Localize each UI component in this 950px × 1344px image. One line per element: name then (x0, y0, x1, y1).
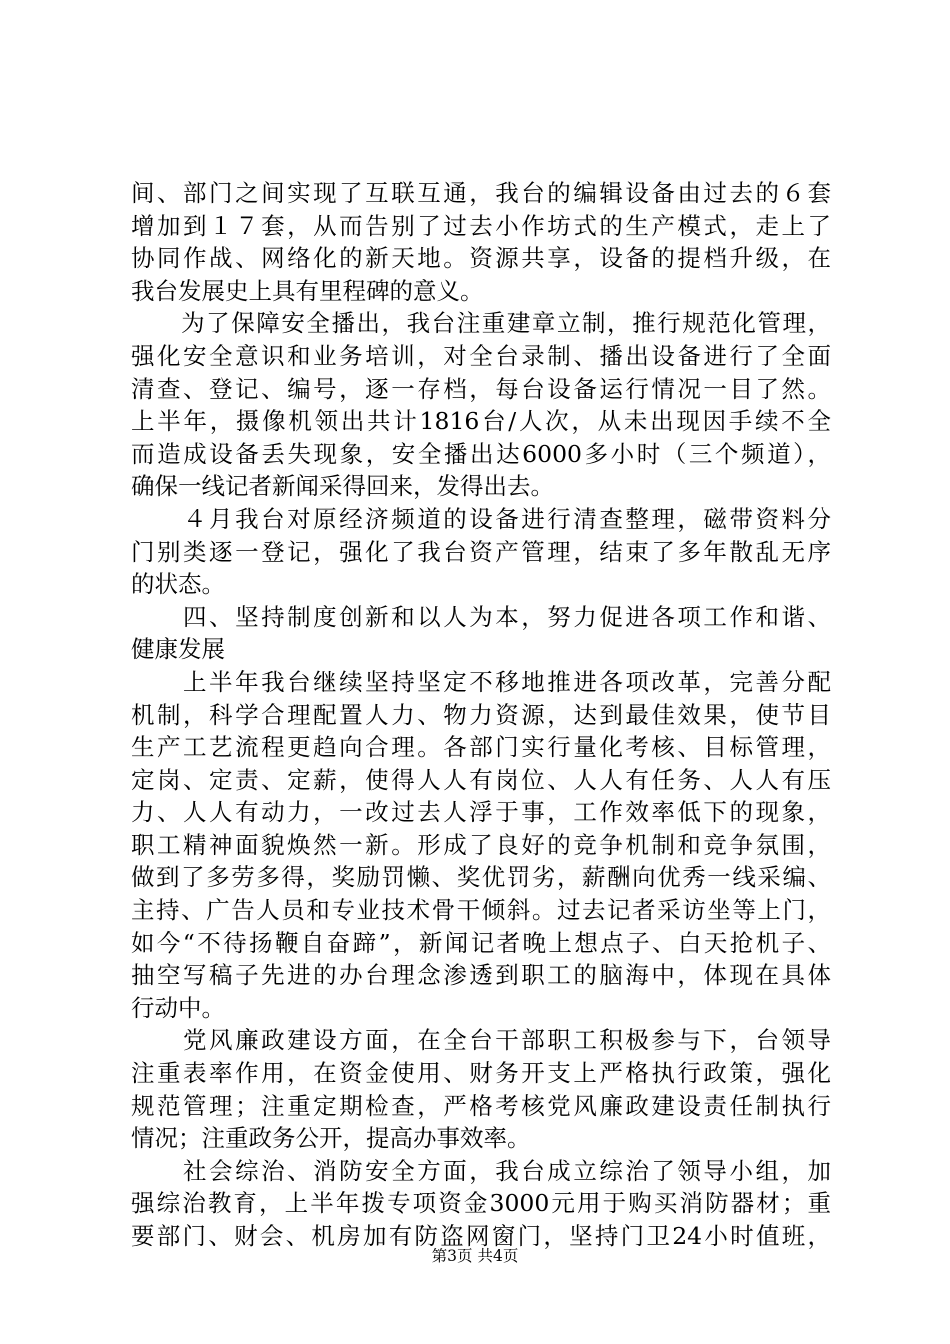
text-line: 机制，科学合理配置人力、物力资源，达到最佳效果，使节目 (131, 700, 831, 729)
text-line: 力、人人有动力，一改过去人浮于事，工作效率低下的现象， (131, 798, 831, 827)
text-line: ４月我台对原经济频道的设备进行清查整理，磁带资料分 (131, 504, 831, 533)
text-line: 注重表率作用，在资金使用、财务开支上严格执行政策，强化 (131, 1059, 831, 1088)
text-line: 生产工艺流程更趋向合理。各部门实行量化考核、目标管理， (131, 733, 831, 762)
page-footer: 第3页 共4页 (431, 1247, 519, 1265)
text-line: 主持、广告人员和专业技术骨干倾斜。过去记者采访坐等上门， (131, 896, 831, 925)
text-line: 要部门、财会、机房加有防盗网窗门，坚持门卫24小时值班， (131, 1222, 831, 1250)
text-line: 规范管理；注重定期检查，严格考核党风廉政建设责任制执行 (131, 1091, 831, 1120)
text-line: 为了保障安全播出，我台注重建章立制，推行规范化管理， (131, 309, 831, 338)
text-line: 强化安全意识和业务培训，对全台录制、播出设备进行了全面 (131, 341, 831, 370)
text-line: 四、坚持制度创新和以人为本，努力促进各项工作和谐、 (131, 602, 831, 631)
text-line: 职工精神面貌焕然一新。形成了良好的竞争机制和竞争氛围， (131, 830, 831, 859)
text-line: 确保一线记者新闻采得回来，发得出去。 (131, 472, 554, 501)
text-line: 上半年，摄像机领出共计1816台/人次，从未出现因手续不全 (131, 407, 831, 436)
document-body (131, 177, 831, 1253)
text-line: 门别类逐一登记，强化了我台资产管理，结束了多年散乱无序 (131, 537, 831, 566)
text-line: 党风廉政建设方面，在全台干部职工积极参与下，台领导 (131, 1026, 831, 1055)
text-line: 做到了多劳多得，奖励罚懒、奖优罚劣，薪酬向优秀一线采编、 (131, 863, 831, 892)
text-line: 行动中。 (131, 993, 225, 1022)
text-line: 强综治教育，上半年拨专项资金3000元用于购买消防器材；重 (131, 1189, 831, 1218)
text-line: 健康发展 (131, 635, 225, 664)
text-line: 情况；注重政务公开，提高办事效率。 (131, 1124, 531, 1153)
text-line: 抽空写稿子先进的办台理念渗透到职工的脑海中，体现在具体 (131, 961, 831, 990)
text-line: 如今“不待扬鞭自奋蹄”，新闻记者晚上想点子、白天抢机子、 (131, 928, 831, 957)
text-line: 清查、登记、编号，逐一存档，每台设备运行情况一目了然。 (131, 374, 831, 403)
text-line: 我台发展史上具有里程碑的意义。 (131, 276, 484, 305)
text-line: 而造成设备丢失现象，安全播出达6000多小时（三个频道）， (131, 439, 831, 468)
text-line: 定岗、定责、定薪，使得人人有岗位、人人有任务、人人有压 (131, 765, 831, 794)
text-line: 上半年我台继续坚持坚定不移地推进各项改革，完善分配 (131, 667, 831, 696)
text-line: 社会综治、消防安全方面，我台成立综治了领导小组，加 (131, 1156, 831, 1185)
text-line: 间、部门之间实现了互联互通，我台的编辑设备由过去的６套 (131, 179, 831, 207)
text-line: 的状态。 (131, 570, 225, 599)
text-line: 协同作战、网络化的新天地。资源共享，设备的提档升级，在 (131, 244, 831, 273)
text-line: 增加到１７套，从而告别了过去小作坊式的生产模式，走上了 (131, 211, 831, 240)
